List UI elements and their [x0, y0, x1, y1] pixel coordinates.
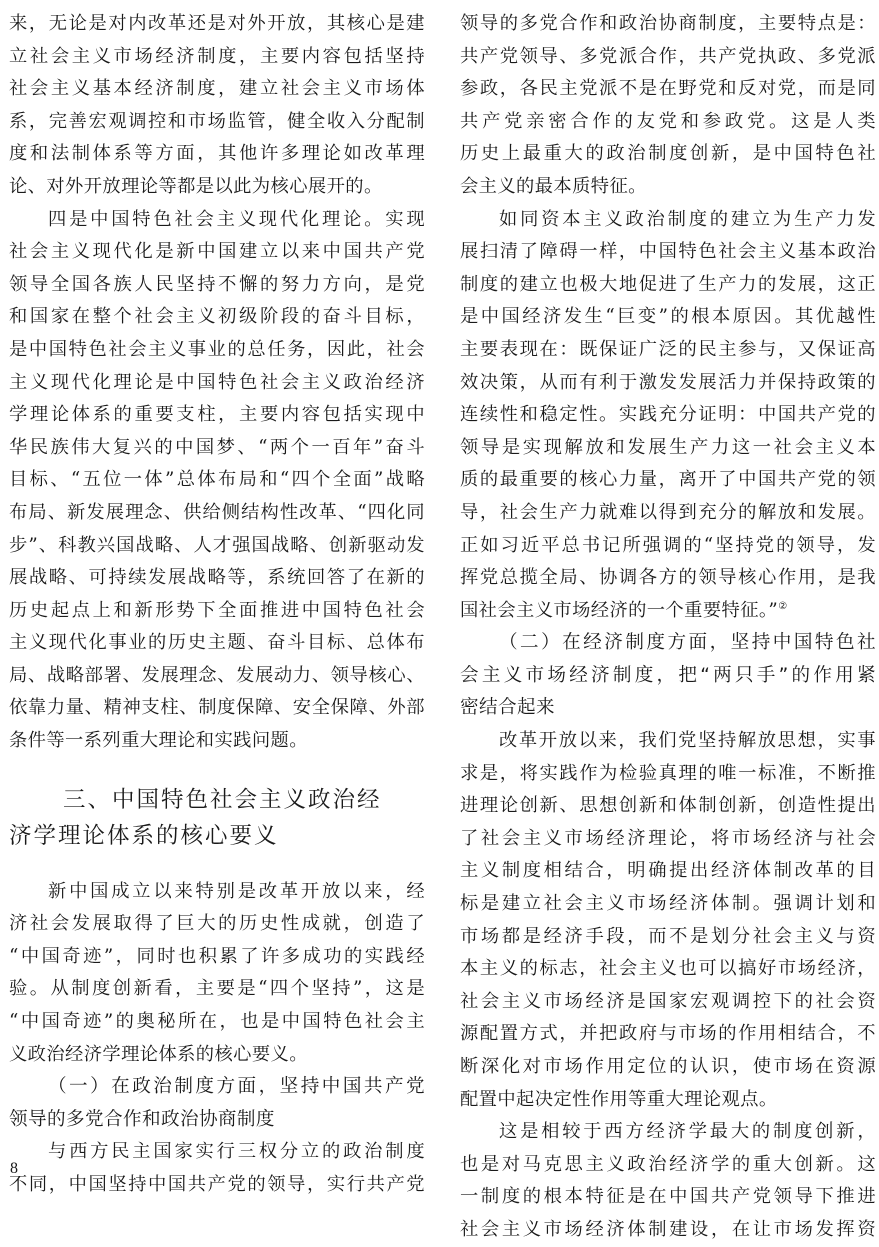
text-line: 主义现代化事业的历史主题、奋斗目标、总体布 [9, 632, 425, 654]
text-line: 系，完善宏观调控和市场监管，健全收入分配制 [9, 110, 425, 132]
text-line: 断深化对市场作用定位的认识，使市场在资源 [460, 1056, 876, 1077]
right-column [460, 8, 876, 1247]
heading-line: 会主义市场经济制度，把“两只手”的作用紧 [460, 664, 876, 686]
heading-line: （二）在经济制度方面，坚持中国特色社 [499, 632, 876, 654]
text-line: 展扫清了障碍一样，中国特色社会主义基本政治 [460, 241, 876, 263]
text-line: 度和法制体系等方面，其他许多理论如改革理 [9, 143, 425, 165]
paragraph [9, 8, 425, 204]
text-line: 领导的多党合作和政治协商制度，主要特点是： [460, 13, 876, 34]
text-line: 步”、科教兴国战略、人才强国战略、创新驱动发 [9, 534, 425, 556]
paragraph [9, 204, 425, 758]
text-line: 依靠力量、精神支柱、制度保障、安全保障、外部 [9, 697, 425, 719]
text-line: 华民族伟大复兴的中国梦、“两个一百年”奋斗 [9, 436, 425, 458]
page-number: 8 [10, 1160, 18, 1177]
text-line: 了社会主义市场经济理论，将市场经济与社会 [460, 827, 876, 849]
text-line: 社会主义市场经济是国家宏观调控下的社会资 [460, 990, 876, 1012]
text-line: 主要表现在：既保证广泛的民主参与，又保证高 [460, 338, 876, 360]
text-line: 验。从制度创新看，主要是“四个坚持”，这是 [9, 978, 425, 1000]
text-line: 挥党总揽全局、协调各方的领导核心作用，是我 [460, 567, 876, 589]
text-line: 义政治经济学理论体系的核心要义。 [9, 1043, 308, 1065]
paragraph [460, 204, 876, 628]
text-line: 展战略、可持续发展战略等，系统回答了在新的 [9, 567, 425, 589]
paragraph [9, 1136, 425, 1201]
text-line: 社会主义市场经济体制建设，在让市场发挥资 [460, 1218, 876, 1240]
text-line: 历史上最重大的政治制度创新，是中国特色社 [460, 143, 876, 165]
text-line: 四是中国特色社会主义现代化理论。实现 [48, 208, 425, 230]
text-line: 配置中起决定性作用等重大理论观点。 [460, 1088, 778, 1110]
text-line: 新中国成立以来特别是改革开放以来，经 [48, 880, 425, 902]
text-line: 源配置方式，并把政府与市场的作用相结合，不 [460, 1023, 876, 1045]
text-line: 和国家在整个社会主义初级阶段的奋斗目标， [9, 306, 425, 328]
text-line: 主义现代化理论是中国特色社会主义政治经济 [9, 371, 425, 393]
text-line: 标是建立社会主义市场经济体制。强调计划和 [460, 893, 876, 915]
text-span: 国社会主义市场经济的一个重要特征。” [460, 599, 779, 621]
paragraph [460, 8, 876, 204]
text-line: 正如习近平总书记所强调的“坚持党的领导，发 [460, 534, 876, 556]
text-line: 局、战略部署、发展理念、发展动力、领导核心、 [9, 664, 425, 686]
text-line: 来，无论是对内改革还是对外开放，其核心是建 [9, 13, 425, 34]
text-line: 学理论体系的重要支柱，主要内容包括实现中 [9, 404, 425, 426]
text-line: 参政，各民主党派不是在野党和反对党，而是同 [460, 78, 876, 100]
text-line: 主义制度相结合，明确提出经济体制改革的目 [460, 860, 876, 882]
text-line: 会主义的最本质特征。 [460, 175, 647, 197]
text-line: 共产党领导、多党派合作，共产党执政、多党派 [460, 45, 876, 67]
text-line: 论、对外开放理论等都是以此为核心展开的。 [9, 175, 383, 197]
text-line: 市场都是经济手段，而不是划分社会主义与资 [460, 925, 876, 947]
text-line: 改革开放以来，我们党坚持解放思想，实事 [499, 730, 876, 752]
text-line: 济社会发展取得了巨大的历史性成就，创造了 [9, 913, 425, 935]
text-line: 布局、新发展理念、供给侧结构性改革、“四化同 [9, 501, 425, 523]
text-line: 求是，将实践作为检验真理的唯一标准，不断推 [460, 762, 876, 784]
text-line: 连续性和稳定性。实践充分证明：中国共产党的 [460, 404, 876, 426]
text-line: 目标、“五位一体”总体布局和“四个全面”战略 [9, 469, 425, 491]
text-line: “中国奇迹”，同时也积累了许多成功的实践经 [9, 945, 425, 967]
text-line: 是中国特色社会主义事业的总任务，因此，社会 [9, 338, 425, 360]
subsection-heading [9, 1071, 425, 1136]
text-line: 也是对马克思主义政治经济学的重大创新。这 [460, 1153, 876, 1175]
text-line: 质的最重要的核心力量，离开了中国共产党的领 [460, 469, 876, 491]
text-line: 与西方民主国家实行三权分立的政治制度 [48, 1141, 425, 1163]
text-line: 如同资本主义政治制度的建立为生产力发 [499, 208, 876, 230]
text-line: “中国奇迹”的奥秘所在，也是中国特色社会主 [9, 1011, 425, 1033]
text-line: 领导全国各族人民坚持不懈的努力方向，是党 [9, 273, 425, 295]
heading-line: 济学理论体系的核心要义 [9, 822, 279, 849]
text-line: 一制度的根本特征是在中国共产党领导下推进 [460, 1186, 876, 1208]
heading-line: 领导的多党合作和政治协商制度 [9, 1108, 275, 1130]
text-line: 社会主义基本经济制度，建立社会主义市场体 [9, 78, 425, 100]
text-line [460, 595, 876, 628]
text-line: 制度的建立也极大地促进了生产力的发展，这正 [460, 273, 876, 295]
left-column [9, 8, 425, 1202]
text-line: 本主义的标志，社会主义也可以搞好市场经济， [460, 958, 876, 980]
text-line: 效决策，从而有利于激发发展活力并保持政策的 [460, 371, 876, 393]
text-line: 是中国经济发生“巨变”的根本原因。其优越性 [460, 306, 876, 328]
text-line: 不同，中国坚持中国共产党的领导，实行共产党 [9, 1174, 425, 1195]
text-line: 这是相较于西方经济学最大的制度创新， [499, 1121, 876, 1143]
section-heading [9, 782, 425, 854]
text-line: 领导是实现解放和发展生产力这一社会主义本 [460, 436, 876, 458]
text-line: 进理论创新、思想创新和体制创新，创造性提出 [460, 795, 876, 817]
text-line: 共产党亲密合作的友党和参政党。这是人类 [460, 110, 876, 132]
heading-line: 密结合起来 [460, 697, 555, 719]
text-line: 立社会主义市场经济制度，主要内容包括坚持 [9, 45, 425, 67]
heading-line: （一）在政治制度方面，坚持中国共产党 [48, 1076, 425, 1098]
heading-line: 三、中国特色社会主义政治经 [63, 786, 382, 813]
paragraph [9, 876, 425, 1072]
text-line: 历史起点上和新形势下全面推进中国特色社会 [9, 599, 425, 621]
paragraph [460, 1116, 876, 1246]
text-line: 条件等一系列重大理论和实践问题。 [9, 730, 308, 752]
subsection-heading [460, 627, 876, 725]
text-line: 导，社会生产力就难以得到充分的解放和发展。 [460, 501, 876, 523]
text-line: 社会主义现代化是新中国建立以来中国共产党 [9, 241, 425, 263]
footnote-marker: ② [778, 600, 788, 612]
paragraph [460, 725, 876, 1116]
